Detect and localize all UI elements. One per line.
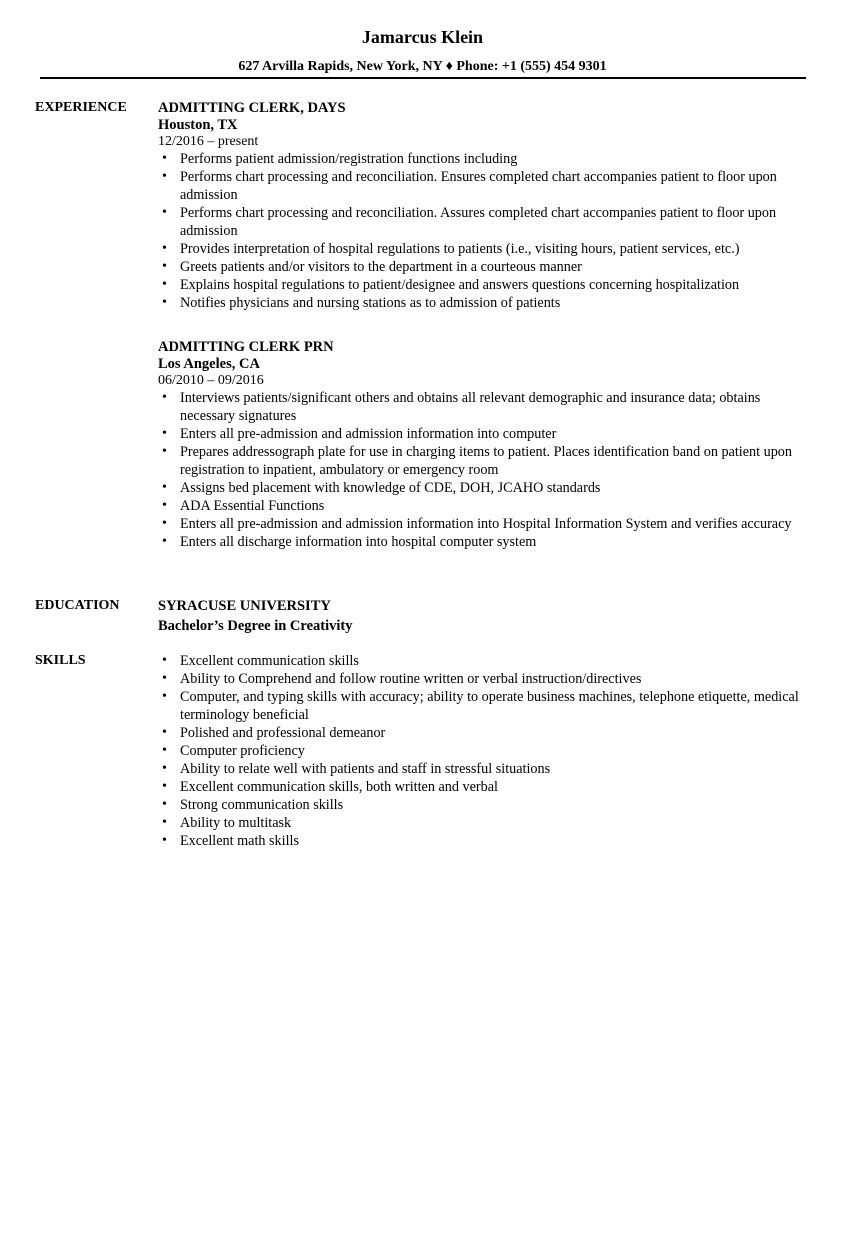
skill-item: • Excellent communication skills <box>158 652 808 670</box>
bullet-item: • Provides interpretation of hospital regulations to patients (i.e., visiting hours, patient services, etc.) <box>158 240 808 258</box>
bullet-item: • Enters all discharge information into hospital computer system <box>158 533 808 551</box>
education-label: EDUCATION <box>35 598 120 613</box>
school-name: SYRACUSE UNIVERSITY <box>158 598 331 614</box>
header-divider <box>40 77 806 79</box>
skill-item: • Computer, and typing skills with accuracy; ability to operate business machines, telephone etiquette, medical terminology beneficial <box>158 688 808 724</box>
bullet-item: • Performs chart processing and reconciliation. Assures completed chart accompanies patient to floor upon admission <box>158 204 808 240</box>
skill-item: • Ability to relate well with patients and staff in stressful situations <box>158 760 808 778</box>
contact-line: 627 Arvilla Rapids, New York, NY ♦ Phone: +1 (555) 454 9301 <box>238 59 607 74</box>
experience-label: EXPERIENCE <box>35 100 127 115</box>
bullet-item: • Performs patient admission/registration functions including <box>158 150 808 168</box>
skills-body <box>158 652 808 850</box>
bullet-item: • Greets patients and/or visitors to the department in a courteous manner <box>158 258 808 276</box>
job-dates: 06/2010 – 09/2016 <box>158 373 264 388</box>
skills-list <box>158 652 808 850</box>
job-entry <box>158 338 808 551</box>
skill-item: • Polished and professional demeanor <box>158 724 808 742</box>
experience-body <box>158 99 808 577</box>
skill-item: • Excellent math skills <box>158 832 808 850</box>
education-body <box>158 597 808 635</box>
job-location: Houston, TX <box>158 117 238 133</box>
skill-item: • Ability to multitask <box>158 814 808 832</box>
bullet-item: • Assigns bed placement with knowledge of CDE, DOH, JCAHO standards <box>158 479 808 497</box>
job-entry <box>158 99 808 312</box>
skill-item: • Excellent communication skills, both written and verbal <box>158 778 808 796</box>
bullet-item: • Performs chart processing and reconciliation. Ensures completed chart accompanies patient to floor upon admission <box>158 168 808 204</box>
bullet-item: • Notifies physicians and nursing stations as to admission of patients <box>158 294 808 312</box>
job-bullets <box>158 150 808 312</box>
bullet-item: • Prepares addressograph plate for use in charging items to patient. Places identification band on patient upon registration to inpatient, ambulatory or emergency room <box>158 443 808 479</box>
candidate-name: Jamarcus Klein <box>361 27 484 47</box>
degree: Bachelor’s Degree in Creativity <box>158 618 353 634</box>
job-title: ADMITTING CLERK PRN <box>158 339 334 355</box>
bullet-item: • Enters all pre-admission and admission information into computer <box>158 425 808 443</box>
job-location: Los Angeles, CA <box>158 356 260 372</box>
bullet-item: • Interviews patients/significant others and obtains all relevant demographic and insurance data; obtains necessary signatures <box>158 389 808 425</box>
bullet-item: • ADA Essential Functions <box>158 497 808 515</box>
job-title: ADMITTING CLERK, DAYS <box>158 100 346 116</box>
skill-item: • Strong communication skills <box>158 796 808 814</box>
skill-item: • Ability to Comprehend and follow routine written or verbal instruction/directives <box>158 670 808 688</box>
job-bullets <box>158 389 808 551</box>
skill-item: • Computer proficiency <box>158 742 808 760</box>
bullet-item: • Explains hospital regulations to patient/designee and answers questions concerning hospitalization <box>158 276 808 294</box>
skills-label: SKILLS <box>35 653 86 668</box>
bullet-item: • Enters all pre-admission and admission information into Hospital Information System and verifies accuracy <box>158 515 808 533</box>
job-dates: 12/2016 – present <box>158 134 259 149</box>
